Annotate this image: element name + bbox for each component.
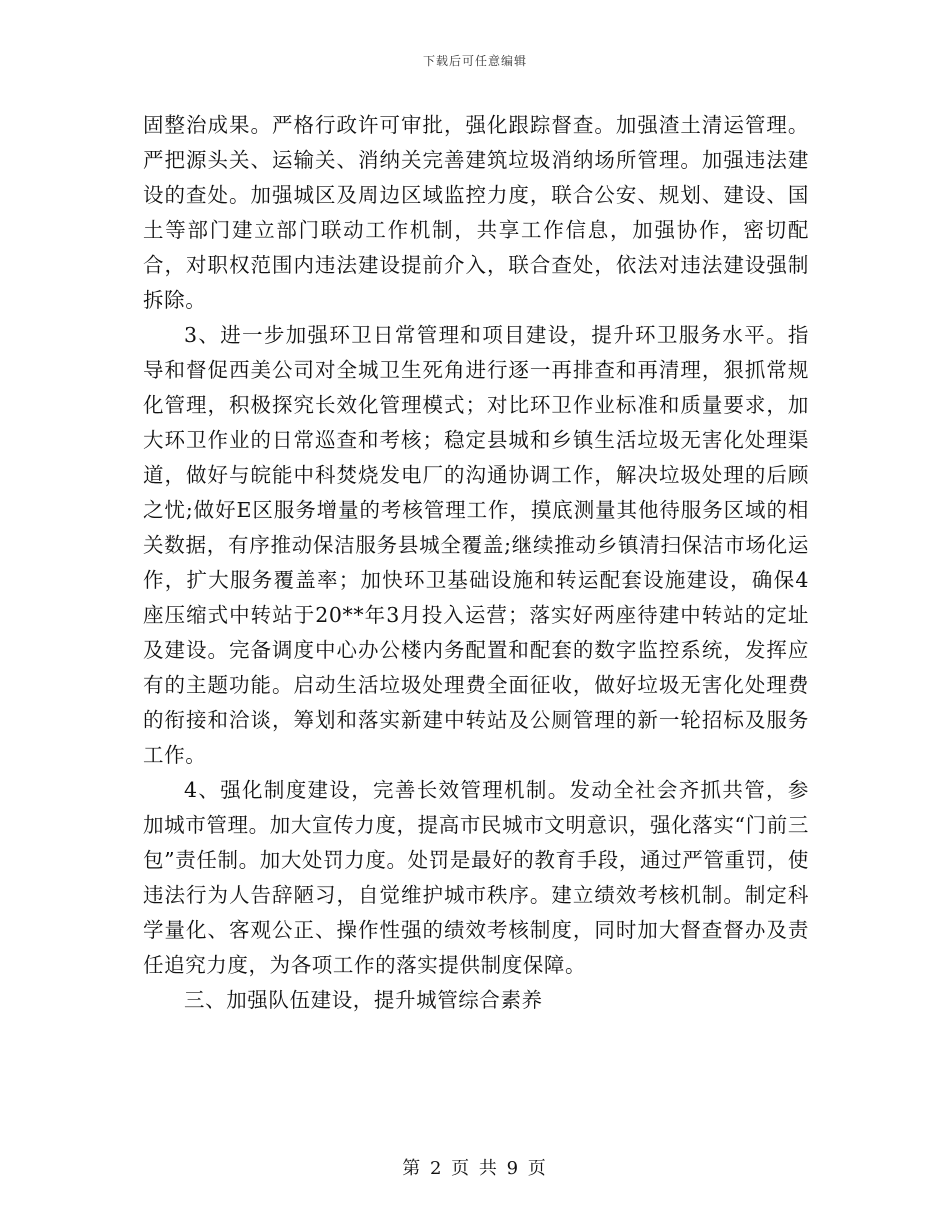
paragraph-continuation: 固整治成果。严格行政许可审批，强化跟踪督查。加强渣土清运管理。严把源头关、运输关、消纳关完善建筑垃圾消纳场所管理。加强违法建设的查处。加强城区及周边区域监控力度，联合公安、规划、建设、国土等部门建立部门联动工作机制，共享工作信息，加强协作，密切配合，对职权范围内违法建设提前介入，联合查处，依法对违法建设强制拆除。 [143, 113, 809, 312]
paragraph-item-4: 4、强化制度建设，完善长效管理机制。发动全社会齐抓共管，参加城市管理。加大宣传力度，提高市民城市文明意识，强化落实“门前三包”责任制。加大处罚力度。处罚是最好的教育手段，通过严管重罚，使违法行为人告辞陋习，自觉维护城市秩序。建立绩效考核机制。制定科学量化、客观公正、操作性强的绩效考核制度，同时加大督查督办及责任追究力度，为各项工作的落实提供制度保障。 [143, 778, 809, 977]
section-heading-3: 三、加强队伍建设，提升城管综合素养 [184, 988, 543, 1012]
page-header: 下载后可任意编辑 [422, 54, 527, 68]
page-number: 第 2 页 共 9 页 [402, 1158, 548, 1179]
paragraph-item-3: 3、进一步加强环卫日常管理和项目建设，提升环卫服务水平。指导和督促西美公司对全城卫生死角进行逐一再排查和再清理，狠抓常规化管理，积极探究长效化管理模式；对比环卫作业标准和质量要求，加大环卫作业的日常巡查和考核；稳定县城和乡镇生活垃圾无害化处理渠道，做好与皖能中科焚烧发电厂的沟通协调工作，解决垃圾处理的后顾之忧;做好E区服务增量的考核管理工作，摸底测量其他待服务区域的相关数据，有序推动保洁服务县城全覆盖;继续推动乡镇清扫保洁市场化运作，扩大服务覆盖率；加快环卫基础设施和转运配套设施建设，确保4座压缩式中转站于20**年3月投入运营；落实好两座待建中转站的定址及建设。完备调度中心办公楼内务配置和配套的数字监控系统，发挥应有的主题功能。启动生活垃圾处理费全面征收，做好垃圾无害化处理费的衔接和洽谈，筹划和落实新建中转站及公厕管理的新一轮招标及服务工作。 [143, 323, 809, 767]
document-body [143, 108, 809, 1018]
